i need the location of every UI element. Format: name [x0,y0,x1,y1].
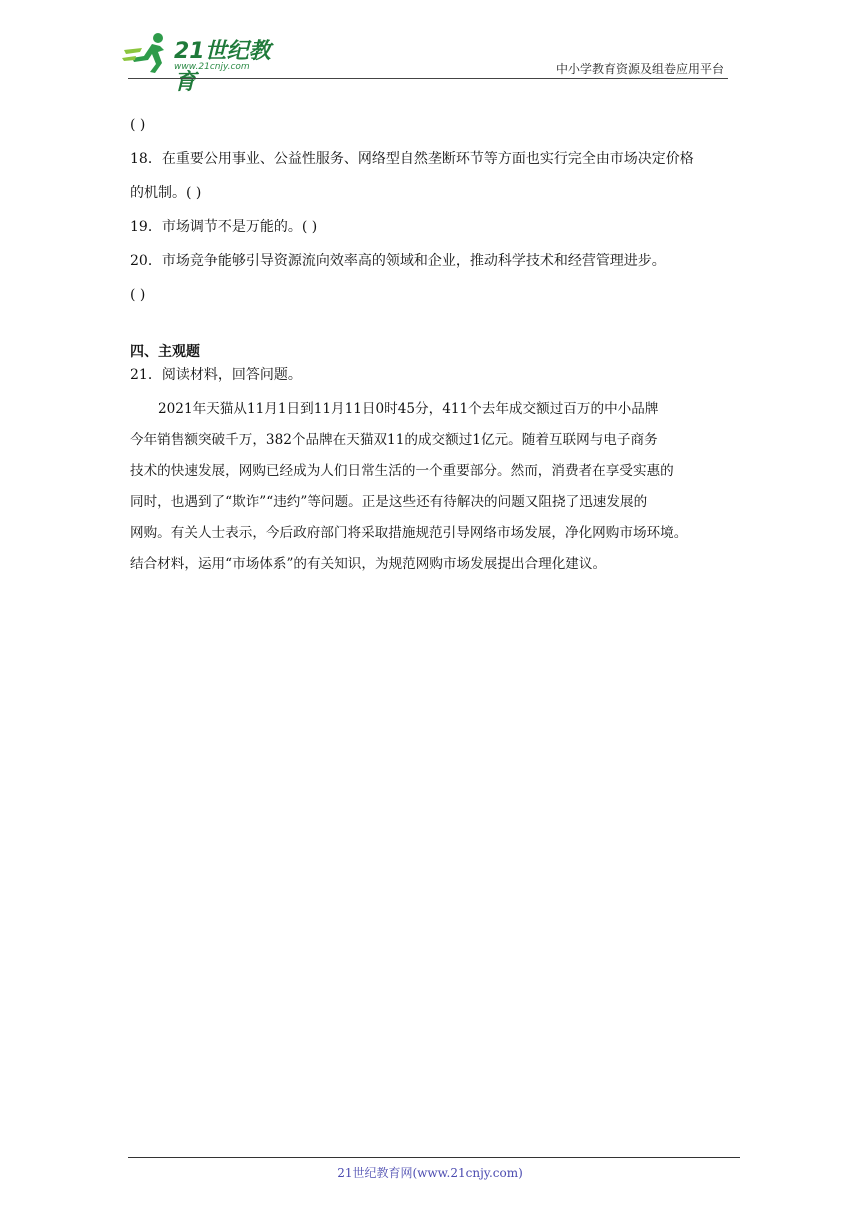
header-divider [128,78,728,79]
material-line: 结合材料，运用“市场体系”的有关知识，为规范网购市场发展提出合理化建议。 [130,556,607,572]
logo-text: 21世纪教育 [174,39,271,95]
runner-logo-icon [122,30,172,74]
material-line: 同时，也遇到了“欺诈”“违约”等问题。正是这些还有待解决的问题又阻挠了迅速发展的 [130,494,648,510]
site-logo[interactable] [122,30,292,95]
question-21-prompt: 21．阅读材料，回答问题。 [130,367,302,383]
material-line: 2021年天猫从11月1日到11月11日0时45分，411个去年成交额过百万的中小品牌 [158,401,659,417]
footer-divider [128,1157,740,1158]
answer-blank: ( ) [130,287,146,303]
material-line: 网购。有关人士表示，今后政府部门将采取措施规范引导网络市场发展，净化网购市场环境。 [130,525,688,541]
question-19-text: 19．市场调节不是万能的。( ) [130,219,318,235]
reading-material [130,394,730,580]
material-line: 今年销售额突破千万，382个品牌在天猫双11的成交额过1亿元。随着互联网与电子商务 [130,432,658,448]
question-18-cont: 的机制。( ) [130,185,202,201]
material-line: 技术的快速发展，网购已经成为人们日常生活的一个重要部分。然而，消费者在享受实惠的 [130,463,674,479]
page-header [0,0,860,95]
header-platform-text: 中小学教育资源及组卷应用平台 [555,62,724,76]
footer-link[interactable]: 21世纪教育网(www.21cnjy.com) [337,1166,523,1180]
answer-blank: ( ) [130,117,146,133]
logo-url: www.21cnjy.com [174,62,250,72]
question-18-text: 18．在重要公用事业、公益性服务、网络型自然垄断环节等方面也实行完全由市场决定价格 [130,151,694,167]
document-body [130,108,730,580]
section-title: 四、主观题 [130,344,200,360]
question-20-text: 20．市场竞争能够引导资源流向效率高的领域和企业，推动科学技术和经营管理进步。 [130,253,666,269]
